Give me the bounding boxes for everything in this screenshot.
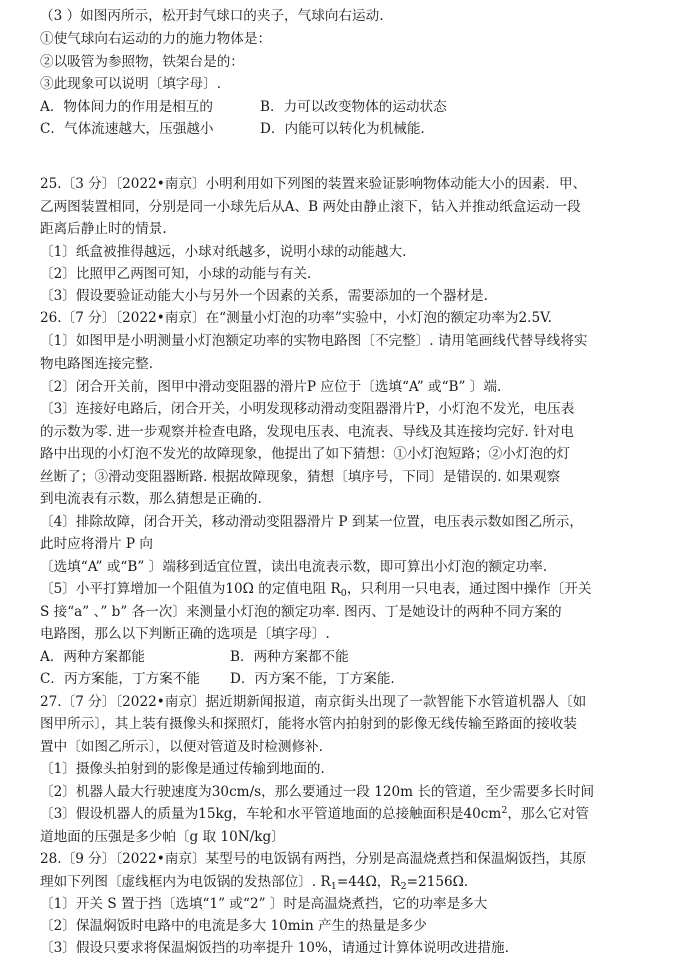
q24-sub2: ②以吸管为参照物，铁架台是的： (40, 54, 244, 70)
q27-part3-text-post: ，那么它对管 (507, 806, 589, 822)
q24-option-b: B．力可以改变物体的运动状态 (260, 99, 447, 115)
q26-part2: 〔2〕闭合开关前，图甲中滑动变阻器的滑片P 应位于〔选填“A” 或“B” 〕端. (40, 379, 502, 395)
q27-stem-line2: 图甲所示〕，其上装有摄像头和探照灯，能将水管内拍射到的影像无线传输至路面的接收装 (40, 716, 577, 732)
q25-stem-line1: 25.〔3 分〕〔2022•南京〕小明利用如下列图的装置来验证影响物体动能大小的因素．甲、 (40, 176, 587, 192)
q26-options-row2 (40, 668, 678, 690)
q25-part1: 〔1〕纸盒被推得越远，小球对纸越多，说明小球的动能越大. (40, 244, 407, 260)
q26-part4-line2: 此时应将滑片 P 向 (40, 536, 153, 552)
q26-part3-line3: 路中出现的小灯泡不发光的故障现象，他提出了如下猜想：①小灯泡短路；②小灯泡的灯 (40, 446, 571, 462)
q24-options-row1 (40, 96, 678, 118)
r1-subscript: 1 (330, 881, 337, 892)
q26-part3-line2: 的示数为零. 进一步观察并检查电路，发现电压表、电流表、导线及其连接均完好. 针对电 (40, 424, 574, 440)
q26-stem: 26.〔7 分〕〔2022•南京〕在“测量小灯泡的功率”实验中，小灯泡的额定功率为2.5V. (40, 310, 552, 326)
q28-stem-line2 (40, 871, 678, 893)
q28-part2: 〔2〕保温焖饭时电路中的电流是多大 10min 产生的热量是多少 (40, 918, 427, 934)
q26-part4-line1: 〔4〕排除故障，闭合开关，移动滑动变阻器滑片 P 到某一位置，电压表示数如图乙所示， (40, 514, 583, 530)
q27-stem-line1: 27.〔7 分〕〔2022•南京〕据近期新闻报道，南京街头出现了一款智能下水管道机器人〔如 (40, 694, 587, 710)
q27-part2: 〔2〕机器人最大行驶速度为30cm/s，那么要通过一段 120m 长的管道，至少需要多长时间 (40, 784, 595, 800)
q25-stem-line3: 距离后静止时的情景. (40, 221, 167, 237)
q28-stem-mid: =44Ω，R (336, 874, 401, 890)
q26-part3-line4: 丝断了；③滑动变阻器断路. 根据故障现象，猜想〔填序号，下同〕是错误的. 如果观察 (40, 469, 561, 485)
q27-part1: 〔1〕摄像头拍射到的影像是通过传输到地面的. (40, 761, 325, 777)
q26-option-b: B．两种方案都不能 (230, 649, 349, 665)
q24-option-c: C．气体流速越大，压强越小 (40, 121, 214, 137)
q25-part2: 〔2〕比照甲乙两图可知，小球的动能与有关. (40, 266, 312, 282)
r0-subscript: 0 (340, 588, 347, 599)
q24-options-row2 (40, 118, 678, 140)
q24-option-a: A．物体间力的作用是相互的 (40, 99, 213, 115)
q26-option-a: A．两种方案都能 (40, 649, 145, 665)
q26-options-row1 (40, 646, 678, 668)
r2-subscript: 2 (400, 881, 407, 892)
q25-stem-line2: 乙两图装置相同，分别是同一小球先后从A、B 两处由静止滚下，钻入并推动纸盒运动一段 (40, 199, 581, 215)
q26-part5-line2: S 接“a” 、” b” 各一次〕来测量小灯泡的额定功率. 图丙、丁是她设计的两种不同方案的 (40, 604, 562, 620)
q24-option-d: D．内能可以转化为机械能. (260, 121, 425, 137)
q27-part3-text-pre: 〔3〕假设机器人的质量为15kg，车轮和水平管道地面的总接触面积是40cm (40, 806, 502, 822)
q28-part3: 〔3〕假设只要求将保温焖饭挡的功率提升 10%，请通过计算体说明改进措施. (40, 940, 509, 956)
q26-part5-line3: 电路图，那么以下判断正确的选项是〔填字母〕. (40, 626, 330, 642)
q28-stem-line1: 28.〔9 分〕〔2022•南京〕某型号的电饭锅有两挡，分别是高温烧煮挡和保温焖饭挡，其原 (40, 851, 587, 867)
q26-option-c: C．丙方案能，丁方案不能 (40, 671, 200, 687)
q28-stem-post: =2156Ω. (406, 874, 469, 890)
q27-part3-line1 (40, 803, 678, 825)
q26-part1-line1: 〔1〕如图甲是小明测量小灯泡额定功率的实物电路图〔不完整〕. 请用笔画线代替导线将实 (40, 333, 588, 349)
q26-part5-text-post: ，只利用一只电表，通过图中操作〔开关 (346, 581, 592, 597)
q26-part5-text-pre: 〔5〕小平打算增加一个阻值为10Ω 的定值电阻 R (40, 581, 341, 597)
q24-sub1: ①使气球向右运动的力的施力物体是： (40, 31, 272, 47)
q28-stem-pre: 理如下列图〔虚线框内为电饭锅的发热部位〕. R (40, 874, 331, 890)
q26-part1-line2: 物电路图连接完整. (40, 356, 154, 372)
q27-stem-line3: 置中〔如图乙所示〕，以便对管道及时检测修补. (40, 739, 323, 755)
q26-part3-line5: 到电流表有示数，那么猜想是正确的. (40, 491, 262, 507)
q26-option-d: D．丙方案不能，丁方案能. (230, 671, 395, 687)
q26-part4-line3: 〔选填“A” 或“B” 〕端移到适宜位置，读出电流表示数，即可算出小灯泡的额定功率. (40, 559, 548, 575)
q24-part3-intro: （3 ）如图丙所示，松开封气球口的夹子，气球向右运动. (40, 8, 384, 24)
q27-part3-line2: 道地面的压强是多少帕〔g 取 10N/kg〕 (40, 829, 285, 845)
q25-part3: 〔3〕假设要验证动能大小与另外一个因素的关系，需要添加的一个器材是. (40, 288, 488, 304)
q26-part3-line1: 〔3〕连接好电路后，闭合开关，小明发现移动滑动变阻器滑片P，小灯泡不发光，电压表 (40, 401, 575, 417)
q24-sub3: ③此现象可以说明〔填字母〕. (40, 76, 222, 92)
q26-part5-line1 (40, 578, 678, 600)
q28-part1: 〔1〕开关 S 置于挡〔选填“1” 或“2” 〕时是高温烧煮挡，它的功率是多大 (40, 896, 488, 912)
area-unit-superscript: 2 (501, 805, 508, 816)
